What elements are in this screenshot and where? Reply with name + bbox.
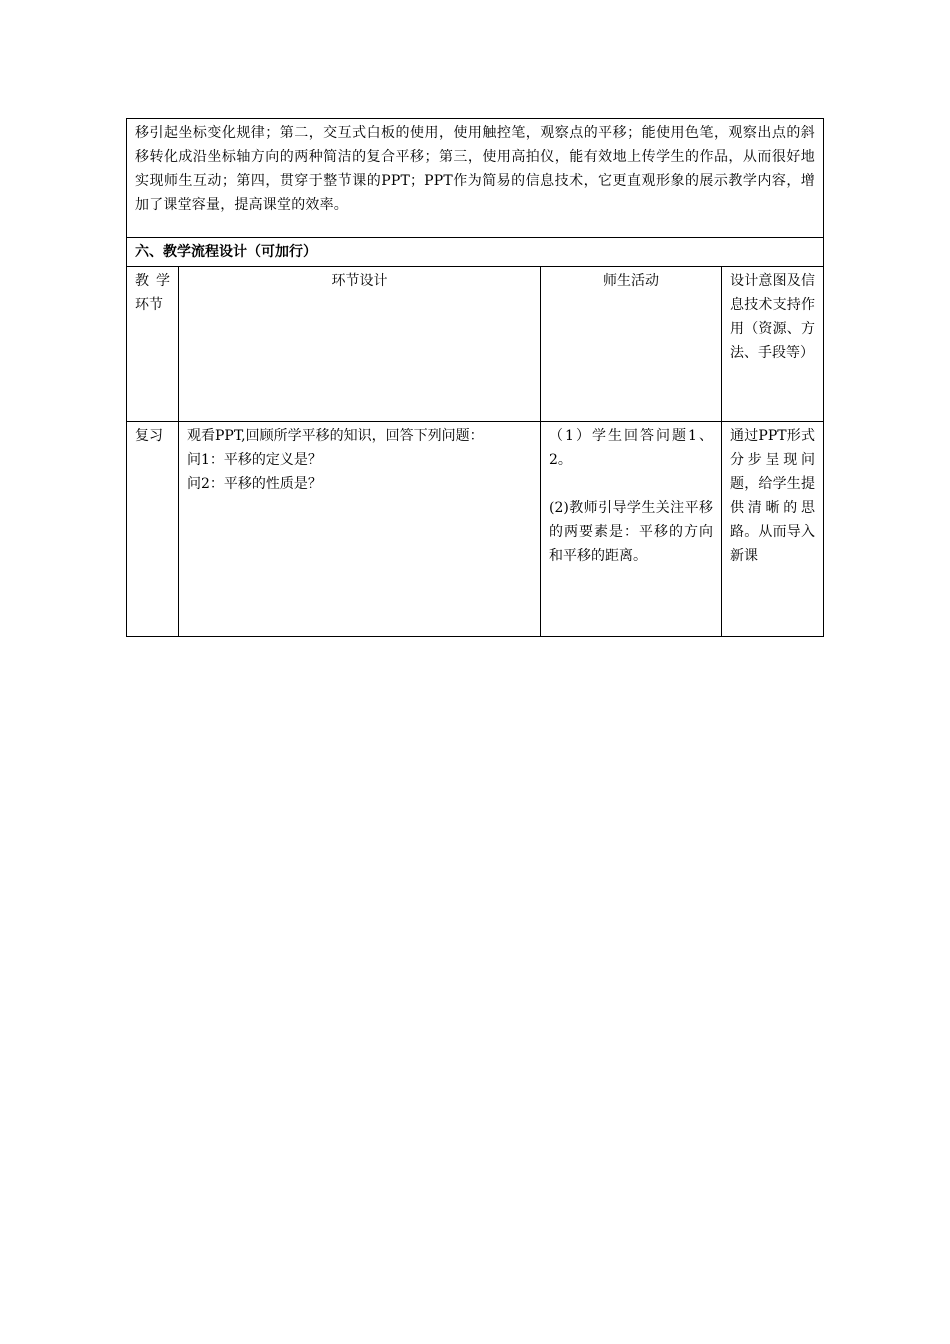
header-activity: 师生活动 [541,267,722,422]
section-title: 六、教学流程设计（可加行） [127,238,824,267]
design-line: 问1：平移的定义是？ [187,452,322,468]
design-line: 观看PPT,回顾所学平移的知识，回答下列问题： [187,428,484,444]
table-header-row [127,267,824,422]
row-intent: 通过PPT形式分步呈现问题，给学生提供清晰的思路。从而导入新课 [722,422,824,637]
design-line: 问2：平移的性质是？ [187,476,322,492]
header-design: 环节设计 [179,267,541,422]
table-row [127,422,824,637]
header-stage: 教学环节 [127,267,179,422]
header-intent: 设计意图及信息技术支持作用（资源、方法、手段等） [722,267,824,422]
section-row [127,238,824,267]
row-design [179,422,541,637]
activity-item: (2)教师引导学生关注平移的两要素是：平移的方向和平移的距离。 [549,500,713,564]
row-activity [541,422,722,637]
intro-row [127,119,824,238]
intro-paragraph: 移引起坐标变化规律；第二，交互式白板的使用，使用触控笔，观察点的平移；能使用色笔，观察出点的斜移转化成沿坐标轴方向的两种简洁的复合平移；第三，使用高拍仪，能有效地上传学生的作品，从而很好地实现师生互动；第四，贯穿于整节课的PPT；PPT作为简易的信息技术，它更直观形象的展示教学内容，增加了课堂容量，提高课堂的效率。 [127,119,824,238]
spacer [549,472,713,496]
lesson-plan-table [126,118,824,637]
row-stage: 复习 [127,422,179,637]
activity-item: （1）学生回答问题1、2。 [549,428,713,468]
